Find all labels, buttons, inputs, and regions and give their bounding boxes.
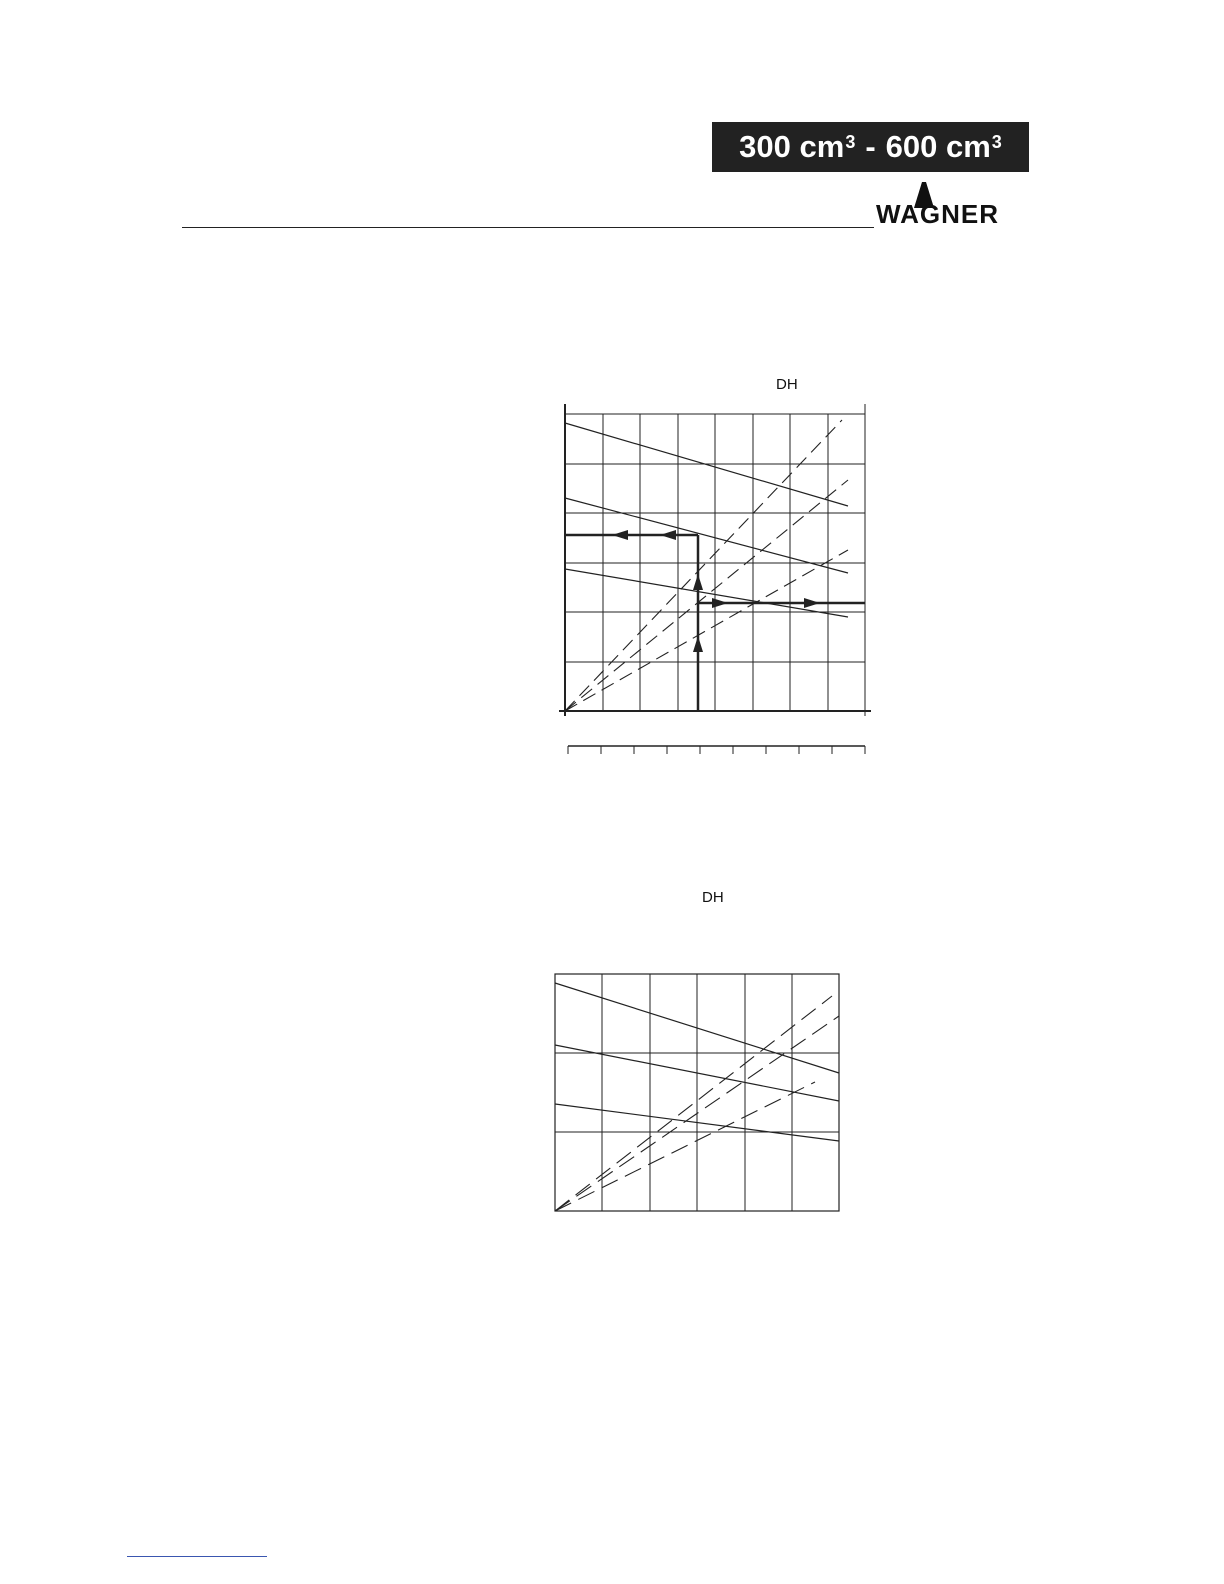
volume-from-exponent: 3 bbox=[845, 131, 856, 152]
lower-chart-label: DH bbox=[702, 889, 724, 906]
footer-link-underline[interactable] bbox=[127, 1556, 267, 1557]
volume-to-exponent: 3 bbox=[991, 131, 1002, 152]
upper-chart-label: DH bbox=[776, 376, 798, 393]
lower-vertical-grid bbox=[602, 974, 792, 1211]
brand-name: WAGNER bbox=[876, 199, 999, 229]
volume-from: 300 cm bbox=[739, 129, 845, 164]
volume-to: 600 cm bbox=[885, 129, 991, 164]
volume-separator: - bbox=[865, 129, 876, 164]
